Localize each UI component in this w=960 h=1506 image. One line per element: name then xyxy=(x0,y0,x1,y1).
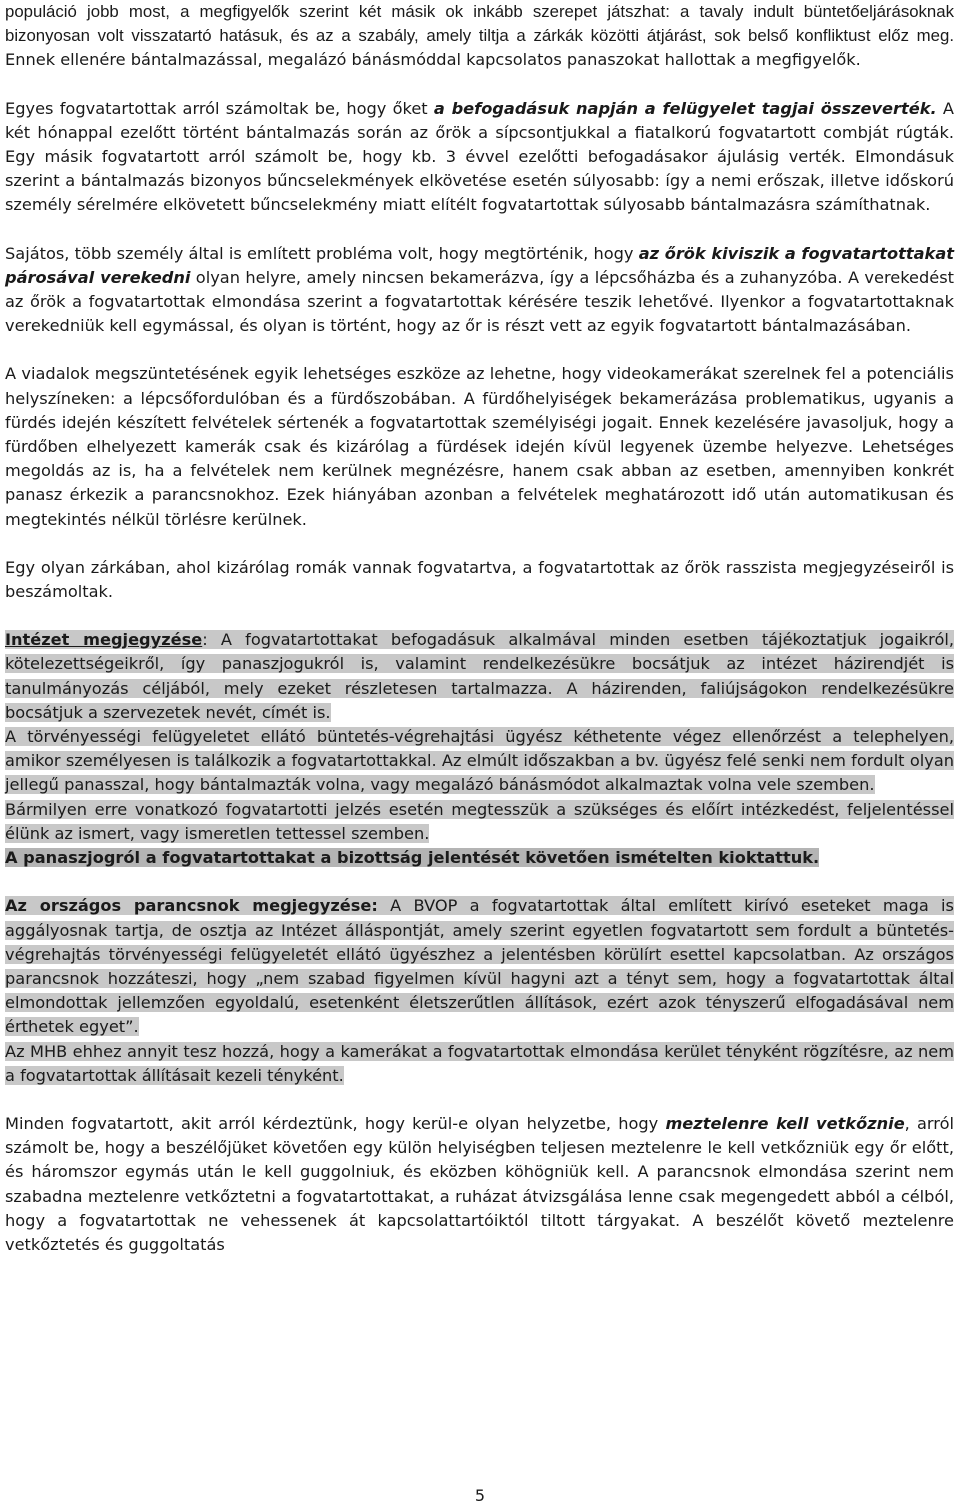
note-label: Az országos parancsnok megjegyzése: xyxy=(5,896,378,916)
text-span: Ennek ellenére bántalmazással, megalázó bánásmóddal kapcsolatos panaszokat hallottak a megfigyelők. xyxy=(5,50,861,70)
paragraph-national-commander-note xyxy=(5,894,954,1039)
paragraph-complaint-right xyxy=(5,846,954,870)
paragraph-guard-fights xyxy=(5,242,954,339)
text-span: A két hónappal ezelőtt történt bántalmazás során az őrök a sípcsontjukkal a fiatalkorú fogvatartott combját rúgták. Egy másik fogvatartott arról számolt be, hogy kb. 3 évvel ezelőtti befogadásakor ájulásig verték. Elmondásuk szerint a bántalmazás bizonyos bűncselekmények elkövetése esetén súlyosabb: így a nemi erőszak, illetve időskorú személy sérelmére elkövetett bűncselekmény miatt elítélt fogvatartottak súlyosabb bántalmazásra számíthatnak. xyxy=(5,98,954,215)
text-span: : xyxy=(202,630,208,650)
paragraph-camera-proposal: A viadalok megszüntetésének egyik lehetséges eszköze az lehetne, hogy videokamerákat szerelnek fel a potenciális helyszíneken: a lépcsőfordulóban és a fürdőszobában. A fürdőhelyiségek bekamerázása problematikus, ugyanis a fürdés idején készített felvételek sértenék a fogvatartottak személyiségi jogait. Ennek kezelésére javasoljuk, hogy a fürdőben elhelyezett kamerák csak és kizárólag a fürdések idején kívül legyenek üzembe helyezve. Lehetséges megoldás az is, ha a felvételek nem kerülnek megnézésre, hanem csak abban az esetben, amennyiben konkrét panasz érkezik a parancsnokhoz. Ezek hiányában azonban a felvételek meghatározott idő után automatikusan és megtekintés nélkül törlésre kerülnek. xyxy=(5,364,954,529)
highlighted-text xyxy=(5,896,954,1036)
text-span: Minden fogvatartott, akit arról kérdeztünk, hogy kerül-e olyan helyzetbe, hogy xyxy=(5,1113,666,1133)
text-span: populáció jobb most, a megfigyelők szerint két másik ok inkább szerepet játszhat: a tavaly indult büntetőeljárásoknak bizonyosan volt visszatartó hatásuk, és az a szabály, amely tiltja a zárkák közötti átjárást, sok belső konfliktust előz meg. xyxy=(5,2,954,46)
paragraph-mhb-remark xyxy=(5,1040,954,1088)
emphasis-text: meztelenre kell vetkőznie xyxy=(665,1113,905,1133)
paragraph-measures xyxy=(5,798,954,846)
highlighted-text: A panaszjogról a fogvatartottakat a bizottság jelentését követően ismételten kioktattuk. xyxy=(5,848,820,868)
highlighted-text: Bármilyen erre vonatkozó fogvatartotti jelzés esetén megtesszük a szükséges és előírt intézkedést, feljelentéssel élünk az ismert, vagy ismeretlen tettessel szemben. xyxy=(5,799,954,843)
paragraph-strip-search xyxy=(5,1112,954,1257)
text-span: Egyes fogvatartottak arról számoltak be, hogy őket xyxy=(5,98,434,118)
paragraph-institute-note xyxy=(5,628,954,725)
page-number: 5 xyxy=(474,1486,486,1505)
emphasis-text: a befogadásuk napján a felügyelet tagjai összeverték. xyxy=(433,98,937,118)
emphasis-text: az őrök kiviszik a fogvatartottakat párosával verekedni xyxy=(5,243,954,287)
note-label: Intézet megjegyzése xyxy=(5,630,203,650)
paragraph-population xyxy=(5,0,954,73)
highlighted-text: A törvényességi felügyeletet ellátó büntetés-végrehajtási ügyész kéthetente végez ellenőrzést a telephelyen, amikor személyesen is találkozik a fogvatartottakkal. Az elmúlt időszakban a bv. ügyész felé senki nem fordult olyan jellegű panasszal, hogy bántalmazták volna, vagy megalázó bánásmódot alkalmaztak volna vele szemben. xyxy=(5,727,954,795)
text-span: , arról számolt be, hogy a beszélőjüket követően egy külön helyiségben teljesen meztelenre le kell vetkőzniük egy őr előtt, és háromszor egymás után le kell guggolniuk, és eközben köhögniük kell. A parancsnok elmondása szerint nem szabadna meztelenre vetkőztetni a fogvatartottakat, a ruházat átvizsgálása lenne csak megengedett abból a célból, hogy a fogvatartottak ne vehessenek át kapcsolattartóiktól tiltott tárgyakat. A beszélőt követő meztelenre vetkőztetés és guggoltatás xyxy=(5,1113,954,1254)
paragraph-admission-beating xyxy=(5,97,954,218)
paragraph-roma-remarks: Egy olyan zárkában, ahol kizárólag romák vannak fogvatartva, a fogvatartottak az őrök rasszista megjegyzéseiről is beszámoltak. xyxy=(5,557,954,602)
document-page xyxy=(5,0,954,1257)
text-span: A fogvatartottakat befogadásuk alkalmával minden esetben tájékoztatjuk jogaikról, kötelezettségeikről, így panaszjogukról is, valamint rendelkezésükre bocsátjuk az intézet házirendjét is tanulmányozás céljából, mely ezeket részletesen tartalmazza. A házirenden, faliújságokon rendelkezésükre bocsátjuk a szervezetek nevét, címét is. xyxy=(5,630,954,722)
text-span: olyan helyre, amely nincsen bekamerázva, így a lépcsőházba és a zuhanyzóba. A verekedést az őrök a fogvatartottak elmondása szerint a fogvatartottak kérésére teszik lehetővé. Ilyenkor a fogvatartottaknak verekedniük kell egymással, és olyan is történt, hogy az őr is részt vett az egyik fogvatartott bántalmazásában. xyxy=(5,267,954,336)
text-span: A BVOP a fogvatartottak által említett kirívó eseteket maga is aggályosnak tartja, de osztja az Intézet álláspontját, amely szerint egyetlen fogvatartott sem fordult a büntetés-végrehajtás törvényességi felügyeletét ellátó ügyészhez a jelentésben körülírt esettel kapcsolatban. Az országos parancsnok hozzáteszi, hogy „nem szabad figyelmen kívül hagyni azt a tényt sem, hogy a fogvatartottak által elmondottak jellemzően egyoldalú, esetenként életszerűtlen állítások, ezért azok tényszerű elfogadásával nem érthetek egyet”. xyxy=(5,896,954,1037)
paragraph-prosecutor-supervision xyxy=(5,725,954,798)
highlighted-text xyxy=(5,630,954,722)
text-span: Sajátos, több személy által is említett probléma volt, hogy megtörténik, hogy xyxy=(5,243,639,263)
highlighted-text: Az MHB ehhez annyit tesz hozzá, hogy a kamerákat a fogvatartottak elmondása kerület tényként rögzítésre, az nem a fogvatartottak állításait kezeli tényként. xyxy=(5,1041,954,1085)
